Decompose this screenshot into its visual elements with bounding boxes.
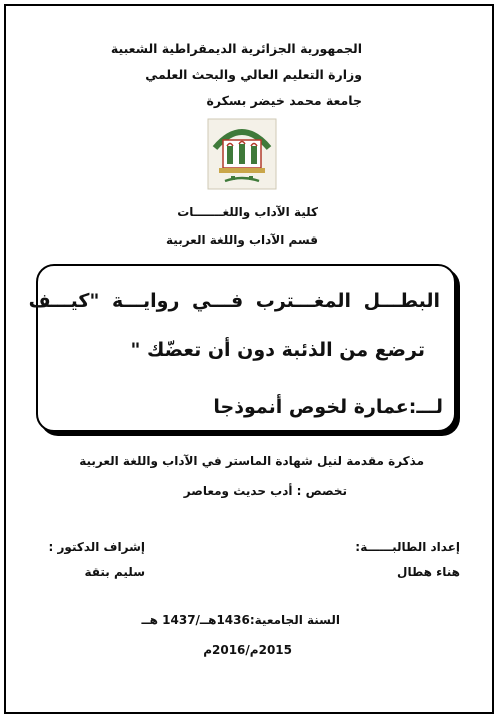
thesis-specialty: تخصص : أدب حديث ومعاصر [183,484,347,498]
ministry-name: وزارة التعليم العالي والبحث العلمي [145,67,362,82]
prepared-by-label: إعداد الطالبــــــة [360,540,460,554]
student-name: هناء هطال [397,565,460,579]
university-name: جامعة محمد خيضر بسكرة [206,93,362,108]
title-line-2: ترضع من الذئبة دون أن تعضّك " [130,339,425,361]
faculty-name: كلية الآداب واللغـــــــات [177,205,318,219]
academic-year-gregorian: 2015م/2016م [203,643,292,657]
university-seal-icon [207,118,277,190]
supervisor-label: إشراف الدكتور : [48,540,145,554]
academic-year-hijri: السنة الجامعية:1436هــ/1437 هــ [141,613,340,627]
thesis-purpose: مذكرة مقدمة لنيل شهادة الماستر في الآداب واللغة العربية [79,454,424,468]
republic-name: الجمهورية الجزائرية الديمقراطية الشعبية [110,41,362,56]
title-line-3: لـــ:عمارة لخوص أنموذجا [213,396,443,418]
prepared-by-colon: : [355,540,360,554]
department-name: قسم الآداب واللغة العربية [166,233,318,247]
title-line-1: البطـــل المغـــترب فـــي روايـــة "كيـــف [28,290,440,312]
supervisor-name: سليم بتقة [84,565,145,579]
